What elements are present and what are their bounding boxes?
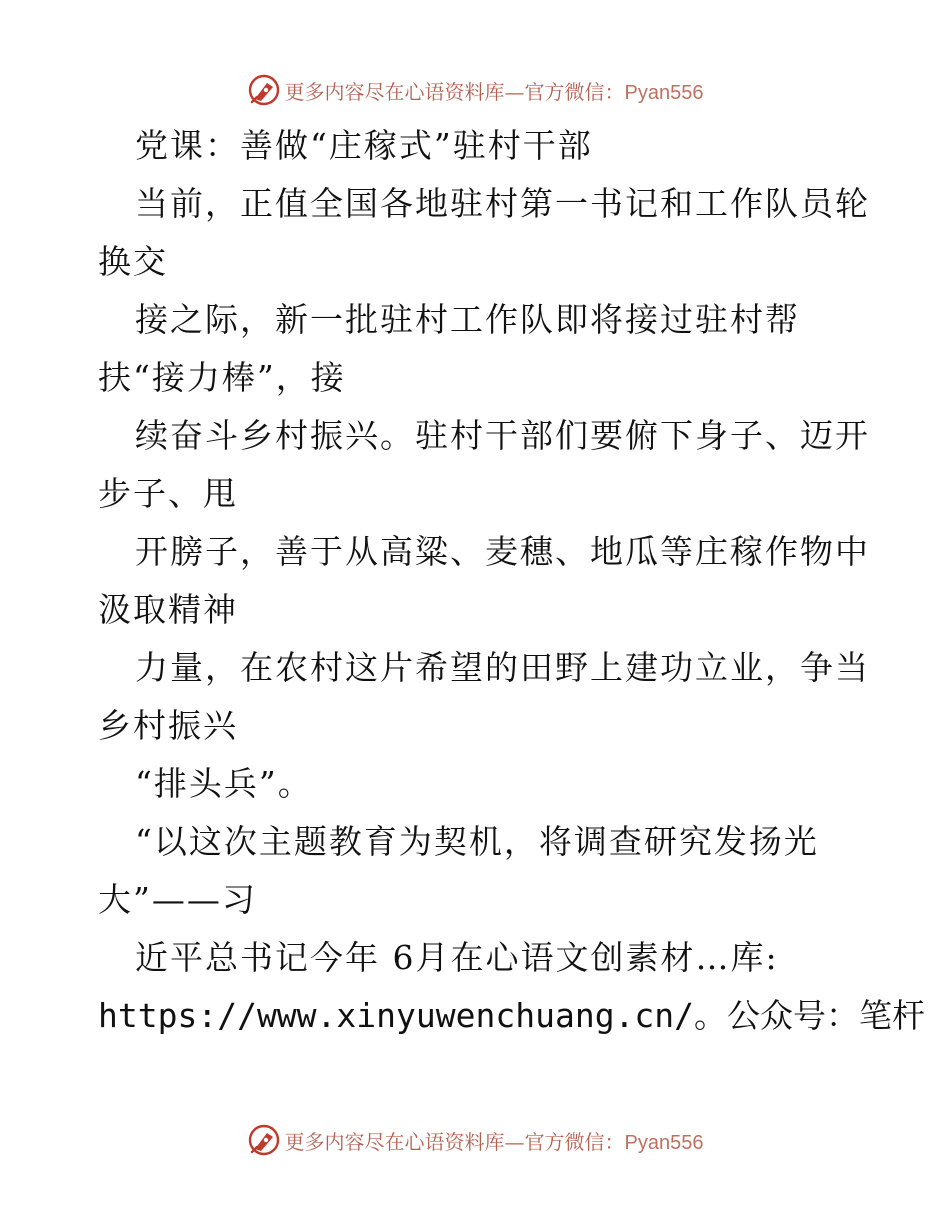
paragraph-line: 步子、甩 [98, 474, 238, 513]
document-title: 党课：善做“庄稼式”驻村干部 [135, 126, 593, 165]
paragraph-line: “以这次主题教育为契机，将调查研究发扬光 [135, 822, 819, 861]
paragraph-line: 开膀子，善于从高粱、麦穗、地瓜等庄稼作物中 [135, 532, 870, 571]
paragraph-line: 换交 [98, 242, 168, 281]
paragraph-line: 乡村振兴 [98, 706, 238, 745]
footer-banner [0, 1120, 950, 1160]
paragraph-line: 当前，正值全国各地驻村第一书记和工作队员轮 [135, 184, 870, 223]
pen-nib-logo-icon [247, 1123, 281, 1157]
paragraph-line: 大”——习 [98, 880, 257, 919]
paragraph-line: 力量，在农村这片希望的田野上建功立业，争当 [135, 648, 870, 687]
paragraph-line: “排头兵”。 [135, 764, 313, 803]
paragraph-line: 汲取精神 [98, 590, 238, 629]
paragraph-line: 扶“接力棒”，接 [98, 358, 346, 397]
paragraph-line-url: https://www.xinyuwenchuang.cn/。公众号：笔杆 [98, 996, 926, 1035]
paragraph-line: 接之际，新一批驻村工作队即将接过驻村帮 [135, 300, 800, 339]
banner-wechat-id: Pyan556 [624, 81, 704, 104]
banner-label: 更多内容尽在心语资料库—官方微信： [284, 1129, 625, 1154]
paragraph-line: 近平总书记今年 6月在心语文创素材…库: [135, 938, 779, 977]
banner-text [285, 1126, 704, 1155]
paragraph-line: 续奋斗乡村振兴。驻村干部们要俯下身子、迈开 [135, 416, 870, 455]
banner-wechat-id: Pyan556 [624, 1131, 704, 1154]
banner-label: 更多内容尽在心语资料库—官方微信： [284, 79, 625, 104]
